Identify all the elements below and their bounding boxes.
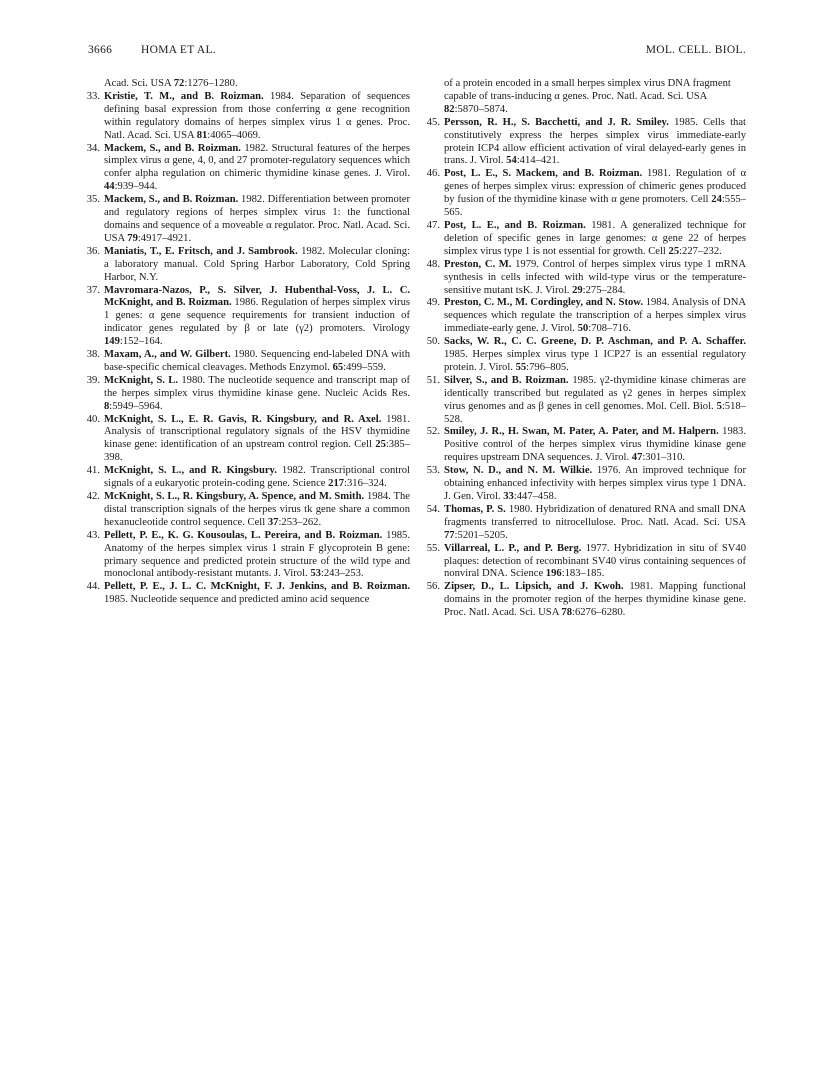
reference-entry — [428, 465, 746, 504]
reference-number: 35. — [86, 194, 100, 206]
reference-number: 46. — [426, 168, 440, 180]
reference-number: 39. — [86, 374, 100, 386]
reference-body: 1976. An improved technique for obtaining enhanced infectivity with herpes simplex virus type 1 DNA. J. Gen. Virol. — [444, 465, 746, 502]
reference-number: 36. — [86, 245, 100, 257]
reference-authors: Villarreal, L. P., and P. Berg. — [444, 542, 582, 554]
reference-number: 50. — [426, 336, 440, 348]
reference-pages: :6276–6280. — [572, 607, 626, 619]
reference-entry — [428, 117, 746, 169]
reference-body: 1982. Differentiation between promoter and regulatory regions of herpes simplex virus 1: the functional domains and sequence of a moveable α regulator. Proc. Natl. Acad. Sci. USA — [104, 194, 410, 244]
reference-pages: :4065–4069. — [207, 129, 261, 141]
reference-volume: 25 — [668, 245, 680, 257]
reference-authors: Stow, N. D., and N. M. Wilkie. — [444, 465, 593, 477]
reference-pages: :499–559. — [343, 361, 386, 373]
reference-entry — [88, 375, 410, 414]
reference-list-right — [428, 117, 746, 620]
reference-pages: :796–805. — [526, 361, 569, 373]
reference-entry — [428, 220, 746, 259]
reference-authors: Persson, R. H., S. Bacchetti, and J. R. Smiley. — [444, 116, 669, 128]
reference-body: 1985. Anatomy of the herpes simplex virus 1 strain F glycoprotein B gene: primary sequence and predicted protein structure of the wild type and monoclonal antibody-resistant mutants. J. Virol. — [104, 529, 411, 580]
reference-volume: 50 — [577, 323, 589, 335]
reference-number: 42. — [86, 491, 100, 502]
right-column — [428, 78, 746, 620]
reference-body: 1982. Transcriptional control signals of a eukaryotic protein-coding gene. Science — [104, 465, 410, 490]
reference-volume: 33 — [503, 491, 514, 502]
reference-authors: Smiley, J. R., H. Swan, M. Pater, A. Pater, and M. Halpern. — [444, 426, 719, 438]
reference-number: 37. — [86, 284, 100, 296]
reference-entry — [88, 246, 410, 285]
reference-volume: 79 — [127, 232, 138, 244]
reference-volume: 217 — [328, 478, 345, 490]
reference-entry — [88, 349, 410, 375]
reference-volume: 149 — [104, 336, 120, 348]
reference-entry — [428, 297, 746, 336]
reference-entry — [88, 194, 410, 246]
reference-body: 1985. Cells that constitutively express the herpes simplex virus immediate-early protein ICP4 allow efficient activation of viral delayed-early genes in trans. J. Virol. — [444, 116, 746, 167]
reference-entry — [428, 581, 746, 620]
reference-body: 1985. Nucleotide sequence and predicted amino acid sequence — [104, 594, 370, 606]
reference-pages: :243–253. — [320, 568, 364, 580]
reference-entry — [88, 491, 410, 530]
reference-entry — [428, 336, 746, 375]
reference-list-left — [88, 91, 410, 607]
reference-authors: Kristie, T. M., and B. Roizman. — [104, 90, 264, 102]
reference-pages: :447–458. — [513, 491, 557, 502]
reference-number: 48. — [426, 258, 440, 270]
reference-authors: Post, L. E., and B. Roizman. — [444, 219, 586, 231]
reference-body: 1986. Regulation of herpes simplex virus 1 genes: α gene sequence requirements for transient induction of indicator genes regulated by β or late (γ2) promoters. Virology — [104, 297, 411, 335]
reference-entry — [428, 504, 746, 543]
reference-volume: 44 — [104, 181, 115, 193]
reference-number: 45. — [426, 116, 440, 128]
reference-body: 1981. Mapping functional domains in the promoter region of the herpes thymidine kinase gene. Proc. Natl. Acad. Sci. USA — [444, 581, 746, 619]
reference-number: 38. — [86, 349, 100, 361]
reference-entry — [428, 168, 746, 220]
reference-number: 49. — [426, 297, 440, 309]
reference-entry — [428, 375, 746, 427]
reference-volume: 8 — [104, 400, 110, 412]
reference-volume: 29 — [572, 284, 583, 296]
reference-number: 40. — [86, 413, 100, 425]
reference-pages: :275–284. — [582, 284, 626, 296]
reference-volume: 81 — [196, 129, 208, 141]
reference-number: 55. — [426, 542, 440, 554]
reference-pages: :708–716. — [588, 323, 631, 335]
left-column — [88, 78, 410, 607]
reference-entry — [88, 581, 410, 607]
reference-authors: Pellett, P. E., K. G. Kousoulas, L. Pereira, and B. Roizman. — [104, 529, 383, 541]
reference-volume: 196 — [545, 568, 562, 580]
reference-volume: 24 — [711, 194, 722, 206]
reference-number: 51. — [426, 374, 440, 386]
reference-pages: :316–324. — [344, 478, 387, 490]
reference-pages: :518–528. — [444, 400, 746, 425]
reference-number: 44. — [86, 581, 100, 593]
reference-volume: 25 — [375, 439, 386, 451]
page-number: 3666 — [88, 44, 113, 56]
reference-number: 53. — [426, 465, 440, 477]
reference-body: 1984. The distal transcription signals of the herpes virus tk gene share a common hexanucleotide control sequence. Cell — [104, 491, 410, 528]
reference-pages: :253–262. — [278, 516, 322, 528]
reference-number: 56. — [426, 581, 440, 593]
reference-number: 34. — [86, 142, 100, 154]
reference-volume: 65 — [332, 361, 344, 373]
reference-authors: McKnight, S. L., E. R. Gavis, R. Kingsbury, and R. Axel. — [104, 413, 382, 425]
reference-authors: McKnight, S. L., and R. Kingsbury. — [104, 465, 277, 477]
reference-authors: Mackem, S., and B. Roizman. — [104, 194, 239, 206]
reference-pages: :5201–5205. — [454, 529, 508, 541]
journal-name: MOL. CELL. BIOL. — [645, 44, 746, 56]
running-header — [88, 44, 746, 60]
reference-pages: :227–232. — [679, 245, 722, 257]
continued-reference: of a protein encoded in a small herpes simplex virus DNA fragment capable of trans-inducing α genes. Proc. Natl. Acad. Sci. USA 82:5870–5874. — [444, 78, 731, 115]
reference-number: 52. — [426, 426, 440, 438]
reference-authors: Zipser, D., L. Lipsich, and J. Kwoh. — [444, 581, 624, 593]
reference-number: 41. — [86, 465, 100, 477]
reference-volume: 47 — [631, 452, 643, 464]
reference-body: 1982. Structural features of the herpes simplex virus α gene, 4, 0, and 27 promoter-regulatory sequences which confer alpha regulation on chimeric thymidine kinase genes. J. Virol. — [104, 142, 410, 180]
reference-pages: :5949–5964. — [109, 400, 163, 412]
reference-entry — [88, 91, 410, 143]
reference-authors: McKnight, S. L., R. Kingsbury, A. Spence, and M. Smith. — [104, 491, 365, 502]
reference-body: 1984. Separation of sequences defining basal expression from those conferring α gene recognition within regulatory domains of herpes simplex virus 1 α genes. Proc. Natl. Acad. Sci. USA — [104, 90, 410, 141]
reference-pages: :183–185. — [561, 568, 605, 580]
reference-entry — [428, 543, 746, 582]
reference-body: 1985. γ2-thymidine kinase chimeras are identically transcribed but regulated as γ2 genes in herpes simplex virus genomes and as β genes in cell genomes. Mol. Cell. Biol. — [444, 374, 746, 412]
reference-volume: 53 — [310, 568, 321, 580]
reference-body: 1979. Control of herpes simplex virus type 1 mRNA synthesis in cells infected with wild-type virus or the temperature-sensitive mutant tsK. J. Virol. — [444, 258, 746, 296]
reference-authors: Maniatis, T., E. Fritsch, and J. Sambrook. — [104, 245, 298, 257]
reference-body: 1982. Molecular cloning: a laboratory manual. Cold Spring Harbor Laboratory, Cold Spring Harbor, N.Y. — [104, 245, 410, 283]
reference-volume: 54 — [506, 155, 517, 167]
reference-authors: Post, L. E., S. Mackem, and B. Roizman. — [444, 168, 643, 180]
reference-body: 1981. A generalized technique for deletion of specific genes in large genomes: α gene 22 of herpes simplex virus type 1 is not essential for growth. Cell — [444, 219, 746, 257]
reference-authors: Pellett, P. E., J. L. C. McKnight, F. J. Jenkins, and B. Roizman. — [104, 581, 410, 593]
reference-authors: Preston, C. M., M. Cordingley, and N. Stow. — [444, 297, 643, 309]
reference-pages: :555–565. — [444, 194, 746, 219]
reference-body: 1981. Analysis of transcriptional regulatory signals of the HSV thymidine kinase gene: identification of an upstream control region. Cell — [104, 413, 411, 451]
reference-entry — [428, 259, 746, 298]
reference-entry — [428, 426, 746, 465]
reference-pages: :414–421. — [516, 155, 560, 167]
reference-body: 1980. The nucleotide sequence and transcript map of the herpes simplex virus thymidine kinase gene. Nucleic Acids Res. — [104, 374, 410, 399]
reference-pages: :4917–4921. — [137, 232, 192, 244]
reference-number: 43. — [86, 529, 100, 541]
reference-body: 1980. Hybridization of denatured RNA and small DNA fragments transferred to nitrocellulose. Proc. Natl. Acad. Sci. USA — [444, 503, 746, 528]
reference-pages: :385–398. — [104, 439, 410, 464]
reference-entry — [88, 285, 410, 350]
reference-pages: :301–310. — [642, 452, 686, 464]
reference-body: 1980. Sequencing end-labeled DNA with base-specific chemical cleavages. Methods Enzymol. — [104, 349, 410, 373]
reference-authors: McKnight, S. L. — [104, 374, 179, 386]
reference-volume: 55 — [515, 361, 527, 373]
reference-body: 1977. Hybridization in situ of SV40 plaques: detection of recombinant SV40 virus containing sequences of nonviral DNA. Science — [444, 542, 746, 580]
reference-body: 1984. Analysis of DNA sequences which regulate the transcription of a herpes simplex virus immediate-early gene. J. Virol. — [444, 297, 746, 335]
reference-authors: Mavromara-Nazos, P., S. Silver, J. Hubenthal-Voss, J. L. C. McKnight, and B. Roizman. — [104, 284, 410, 309]
reference-number: 33. — [86, 90, 100, 102]
reference-authors: Silver, S., and B. Roizman. — [444, 374, 569, 386]
reference-authors: Thomas, P. S. — [444, 503, 506, 515]
reference-body: 1981. Regulation of α genes of herpes simplex virus: expression of chimeric genes produced by fusion of the thymidine kinase with α gene promoters. Cell — [444, 168, 746, 206]
reference-entry — [88, 414, 410, 466]
reference-pages: :939–944. — [114, 181, 158, 193]
reference-entry — [88, 143, 410, 195]
reference-body: 1983. Positive control of the herpes simplex virus thymidine kinase gene requires upstream DNA sequences. J. Virol. — [444, 426, 747, 464]
reference-volume: 37 — [267, 516, 279, 528]
reference-volume: 77 — [444, 529, 455, 541]
reference-entry — [88, 530, 410, 582]
reference-authors: Maxam, A., and W. Gilbert. — [104, 349, 231, 361]
reference-authors: Preston, C. M. — [444, 258, 512, 270]
reference-authors: Mackem, S., and B. Roizman. — [104, 142, 241, 154]
reference-volume: 78 — [561, 607, 572, 619]
reference-authors: Sacks, W. R., C. C. Greene, D. P. Aschman, and P. A. Schaffer. — [444, 336, 746, 348]
reference-entry — [88, 465, 410, 491]
reference-body: 1985. Herpes simplex virus type 1 ICP27 is an essential regulatory protein. J. Virol. — [444, 349, 746, 373]
continued-reference: Acad. Sci. USA 72:1276–1280. — [104, 78, 238, 89]
reference-pages: :152–164. — [119, 336, 163, 348]
reference-number: 54. — [426, 503, 440, 515]
running-authors: HOMA ET AL. — [141, 44, 216, 56]
reference-number: 47. — [426, 219, 440, 231]
reference-volume: 5 — [716, 400, 722, 412]
